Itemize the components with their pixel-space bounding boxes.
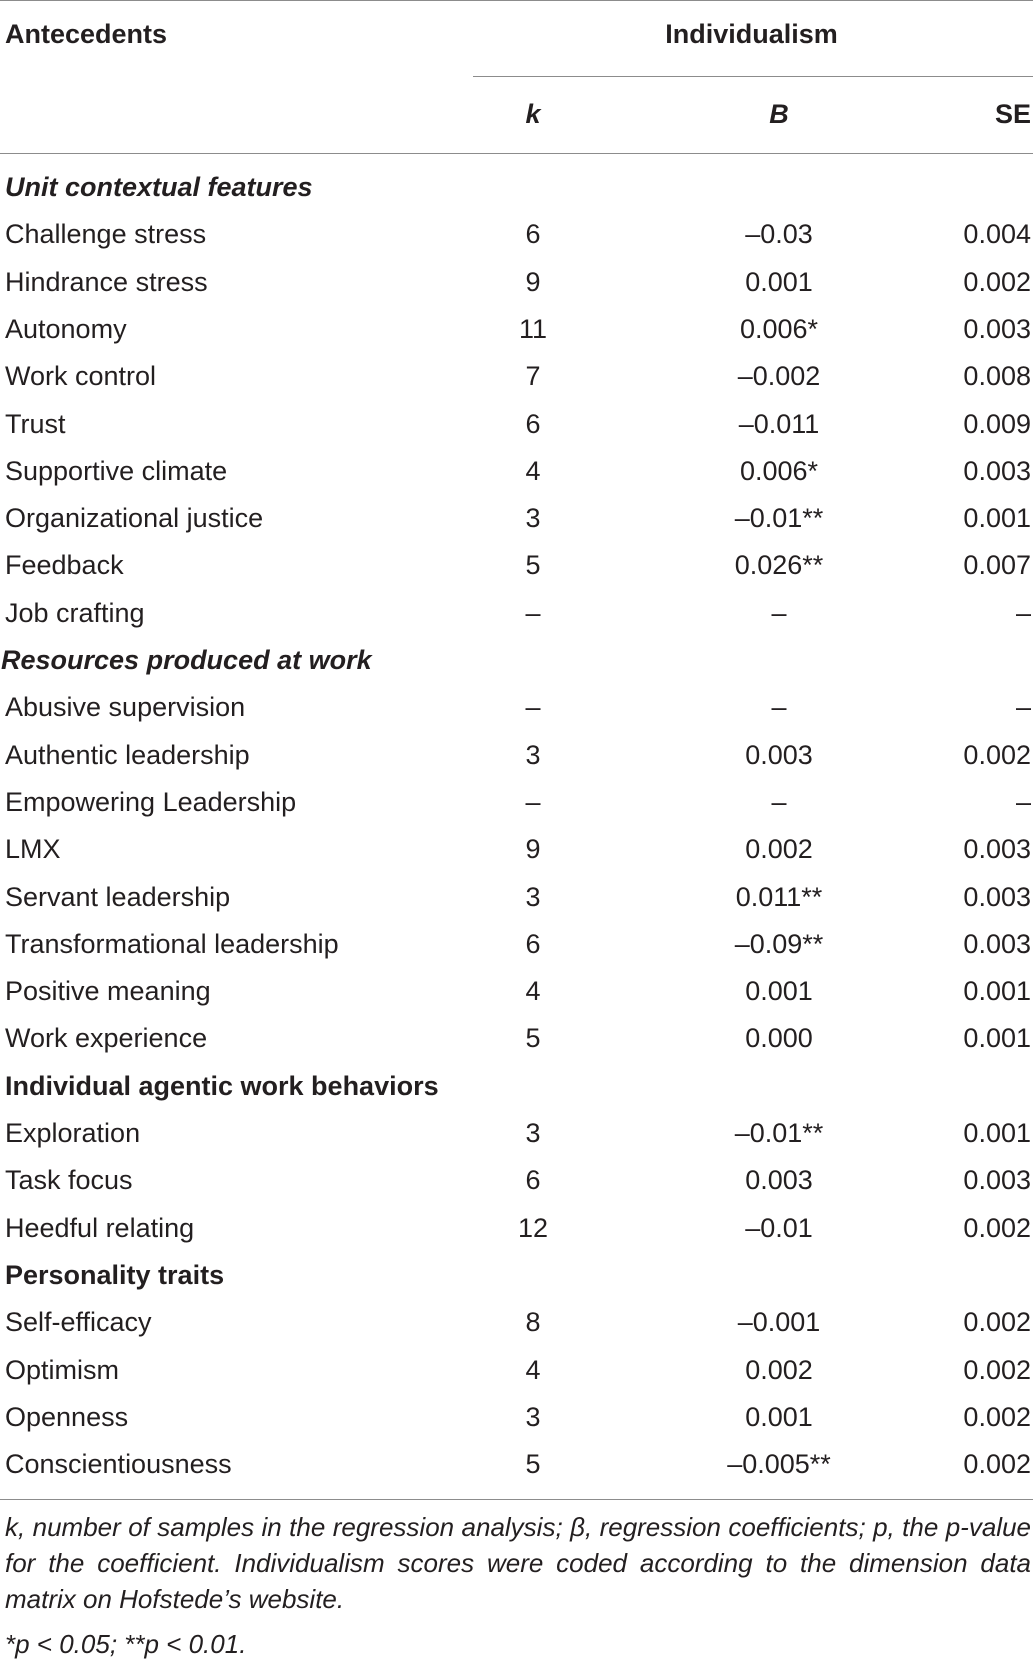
antecedent-label: Transformational leadership xyxy=(5,929,339,959)
table-footnote: k, number of samples in the regression analysis; β, regression coefficients; p, the p-value for the coefficient. Individualism scores were coded according to the dimension data matrix on Hofstede’s website. xyxy=(5,1512,1031,1614)
se-value: 0.001 xyxy=(963,1118,1031,1148)
b-value: –0.002 xyxy=(737,361,821,391)
table-bottom-rule xyxy=(0,1499,1033,1500)
k-value: 12 xyxy=(517,1213,549,1243)
b-value: – xyxy=(771,692,787,722)
antecedent-label: Empowering Leadership xyxy=(5,787,297,817)
se-value: 0.001 xyxy=(963,976,1031,1006)
antecedent-label: Servant leadership xyxy=(5,882,231,912)
se-value: – xyxy=(1015,598,1031,628)
header-bottom-rule xyxy=(0,153,1033,154)
b-value: 0.006* xyxy=(739,314,819,344)
individualism-group-header: Individualism xyxy=(665,19,838,49)
antecedent-label: Supportive climate xyxy=(5,456,228,486)
k-value: 3 xyxy=(525,740,541,770)
antecedent-label: Exploration xyxy=(5,1118,141,1148)
b-value: –0.001 xyxy=(737,1307,821,1337)
se-value: 0.003 xyxy=(963,929,1031,959)
k-value: 9 xyxy=(525,834,541,864)
antecedent-label: Task focus xyxy=(5,1165,133,1195)
k-value: 7 xyxy=(525,361,541,391)
antecedent-label: Challenge stress xyxy=(5,219,207,249)
antecedent-label: Hindrance stress xyxy=(5,267,208,297)
b-value: –0.01** xyxy=(734,503,824,533)
b-value: 0.011** xyxy=(735,882,823,912)
b-value: –0.005** xyxy=(727,1449,831,1479)
k-value: 8 xyxy=(525,1307,541,1337)
k-value: 5 xyxy=(525,550,541,580)
se-value: 0.003 xyxy=(963,1165,1031,1195)
k-value: 11 xyxy=(518,314,548,344)
antecedent-label: Self-efficacy xyxy=(5,1307,152,1337)
antecedent-label: Job crafting xyxy=(5,598,145,628)
b-value: –0.01** xyxy=(734,1118,824,1148)
se-value: 0.003 xyxy=(963,882,1031,912)
k-value: – xyxy=(525,692,541,722)
b-value: 0.006* xyxy=(739,456,819,486)
b-value: 0.003 xyxy=(745,740,813,770)
se-value: – xyxy=(1015,692,1031,722)
se-value: 0.001 xyxy=(963,503,1031,533)
b-value: –0.03 xyxy=(745,219,813,249)
se-value: 0.002 xyxy=(963,1449,1031,1479)
k-value: 4 xyxy=(525,976,541,1006)
b-value: – xyxy=(771,598,787,628)
antecedent-label: LMX xyxy=(5,834,61,864)
antecedent-label: Heedful relating xyxy=(5,1213,195,1243)
antecedent-label: Trust xyxy=(5,409,66,439)
b-value: –0.011 xyxy=(738,409,820,439)
se-value: 0.002 xyxy=(963,1402,1031,1432)
significance-note: *p < 0.05; **p < 0.01. xyxy=(5,1629,247,1659)
se-value: 0.007 xyxy=(963,550,1031,580)
k-value: 6 xyxy=(525,929,541,959)
k-value: 3 xyxy=(525,882,541,912)
k-column-header: k xyxy=(525,99,541,129)
se-column-header: SE xyxy=(994,99,1031,129)
b-value: 0.003 xyxy=(745,1165,813,1195)
antecedent-label: Work control xyxy=(5,361,157,391)
b-value: 0.001 xyxy=(745,1402,813,1432)
antecedent-label: Organizational justice xyxy=(5,503,264,533)
se-value: 0.002 xyxy=(963,740,1031,770)
b-value: 0.001 xyxy=(745,267,813,297)
antecedent-label: Abusive supervision xyxy=(5,692,246,722)
group-underline xyxy=(473,76,1033,77)
se-value: – xyxy=(1015,787,1031,817)
antecedent-label: Feedback xyxy=(5,550,124,580)
section-heading: Individual agentic work behaviors xyxy=(5,1071,439,1101)
b-value: 0.000 xyxy=(745,1023,813,1053)
se-value: 0.002 xyxy=(963,1213,1031,1243)
se-value: 0.003 xyxy=(963,314,1031,344)
se-value: 0.003 xyxy=(963,456,1031,486)
k-value: 5 xyxy=(525,1023,541,1053)
k-value: 6 xyxy=(525,409,541,439)
se-value: 0.002 xyxy=(963,267,1031,297)
b-value: 0.002 xyxy=(745,1355,813,1385)
k-value: – xyxy=(525,787,541,817)
k-value: 6 xyxy=(525,1165,541,1195)
k-value: 3 xyxy=(525,1402,541,1432)
antecedent-label: Optimism xyxy=(5,1355,119,1385)
antecedent-label: Autonomy xyxy=(5,314,127,344)
antecedents-header: Antecedents xyxy=(5,19,168,49)
k-value: – xyxy=(525,598,541,628)
b-value: 0.002 xyxy=(745,834,813,864)
k-value: 3 xyxy=(525,503,541,533)
se-value: 0.004 xyxy=(963,219,1031,249)
top-rule xyxy=(0,0,1033,1)
k-value: 3 xyxy=(525,1118,541,1148)
section-heading: Resources produced at work xyxy=(1,645,372,675)
antecedent-label: Openness xyxy=(5,1402,129,1432)
b-value: – xyxy=(771,787,787,817)
k-value: 5 xyxy=(525,1449,541,1479)
se-value: 0.003 xyxy=(963,834,1031,864)
antecedent-label: Authentic leadership xyxy=(5,740,250,770)
b-value: 0.026** xyxy=(734,550,824,580)
se-value: 0.001 xyxy=(963,1023,1031,1053)
antecedent-label: Positive meaning xyxy=(5,976,211,1006)
b-value: –0.09** xyxy=(734,929,824,959)
b-column-header: B xyxy=(769,99,789,129)
se-value: 0.002 xyxy=(963,1355,1031,1385)
antecedent-label: Work experience xyxy=(5,1023,208,1053)
section-heading: Unit contextual features xyxy=(5,172,313,202)
k-value: 4 xyxy=(525,1355,541,1385)
se-value: 0.008 xyxy=(963,361,1031,391)
antecedent-label: Conscientiousness xyxy=(5,1449,232,1479)
section-heading: Personality traits xyxy=(5,1260,225,1290)
k-value: 6 xyxy=(525,219,541,249)
se-value: 0.009 xyxy=(963,409,1031,439)
k-value: 4 xyxy=(525,456,541,486)
k-value: 9 xyxy=(525,267,541,297)
b-value: 0.001 xyxy=(745,976,813,1006)
se-value: 0.002 xyxy=(963,1307,1031,1337)
b-value: –0.01 xyxy=(745,1213,813,1243)
